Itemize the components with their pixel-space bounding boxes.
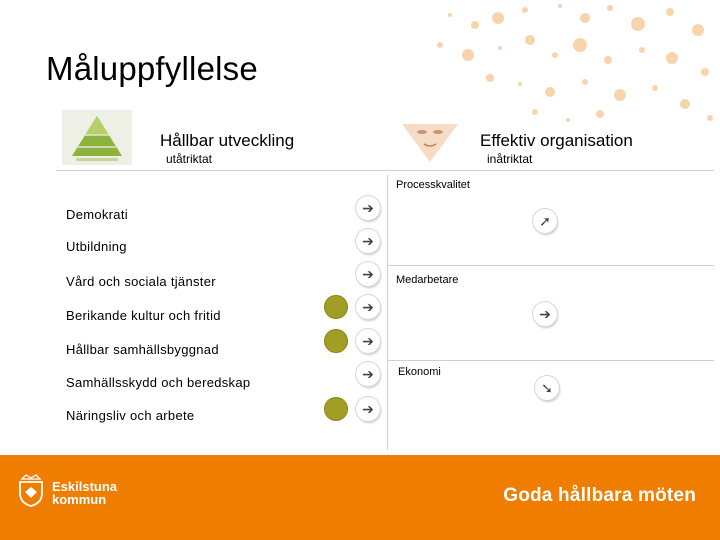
eskilstuna-crest-icon <box>18 473 44 507</box>
decorative-dots <box>380 0 720 130</box>
divider-horizontal <box>388 265 714 266</box>
area-label-ekonomi: Ekonomi <box>398 366 441 378</box>
logo-wordmark <box>52 480 117 506</box>
footer-tagline: Goda hållbara möten <box>503 485 696 506</box>
trend-flat-arrow-icon: ➔ <box>356 362 380 386</box>
goal-label-utbildning: Utbildning <box>66 239 127 254</box>
header-right-title: Effektiv organisation <box>480 131 633 150</box>
trend-flat-arrow-icon: ➔ <box>356 397 380 421</box>
trend-flat-arrow-icon: ➔ <box>356 295 380 319</box>
slide-title: Måluppfyllelse <box>46 50 258 87</box>
goal-label-samhallsbyggnad: Hållbar samhällsbyggnad <box>66 342 219 357</box>
header-right-subtitle: inåtriktat <box>487 152 533 166</box>
logo-line-1: Eskilstuna <box>52 479 118 494</box>
pyramid-icon <box>62 110 132 165</box>
trend-down-arrow-icon: ➘ <box>535 376 559 400</box>
goal-label-demokrati: Demokrati <box>66 207 128 222</box>
divider-horizontal <box>56 170 714 171</box>
footer-bar <box>0 455 720 540</box>
trend-flat-arrow-icon: ➔ <box>533 302 557 326</box>
status-half-indicator <box>324 229 348 253</box>
header-left-title: Hållbar utveckling <box>160 131 295 150</box>
trend-flat-arrow-icon: ➔ <box>356 262 380 286</box>
status-half-indicator <box>324 362 348 386</box>
status-half-indicator <box>324 262 348 286</box>
goal-label-samhallsskydd: Samhällsskydd och beredskap <box>66 375 251 390</box>
trend-flat-arrow-icon: ➔ <box>356 196 380 220</box>
trend-flat-arrow-icon: ➔ <box>356 329 380 353</box>
status-half-indicator <box>324 196 348 220</box>
status-full-indicator <box>324 295 348 319</box>
status-full-indicator <box>324 397 348 421</box>
goal-label-naringsliv: Näringsliv och arbete <box>66 408 195 423</box>
area-label-medarbetare: Medarbetare <box>396 274 459 286</box>
trend-up-arrow-icon: ➚ <box>533 209 557 233</box>
status-half-indicator <box>497 209 521 233</box>
status-half-indicator <box>497 376 521 400</box>
logo-line-2: kommun <box>52 492 107 507</box>
status-full-indicator <box>324 329 348 353</box>
divider-horizontal <box>388 360 714 361</box>
trend-flat-arrow-icon: ➔ <box>356 229 380 253</box>
status-half-indicator <box>497 302 521 326</box>
face-icon <box>400 118 460 166</box>
divider-vertical <box>387 175 388 450</box>
goal-label-vard: Vård och sociala tjänster <box>66 274 216 289</box>
goal-label-kultur: Berikande kultur och fritid <box>66 308 221 323</box>
area-label-processkvalitet: Processkvalitet <box>396 179 470 191</box>
header-left-subtitle: utåtriktat <box>166 152 213 166</box>
